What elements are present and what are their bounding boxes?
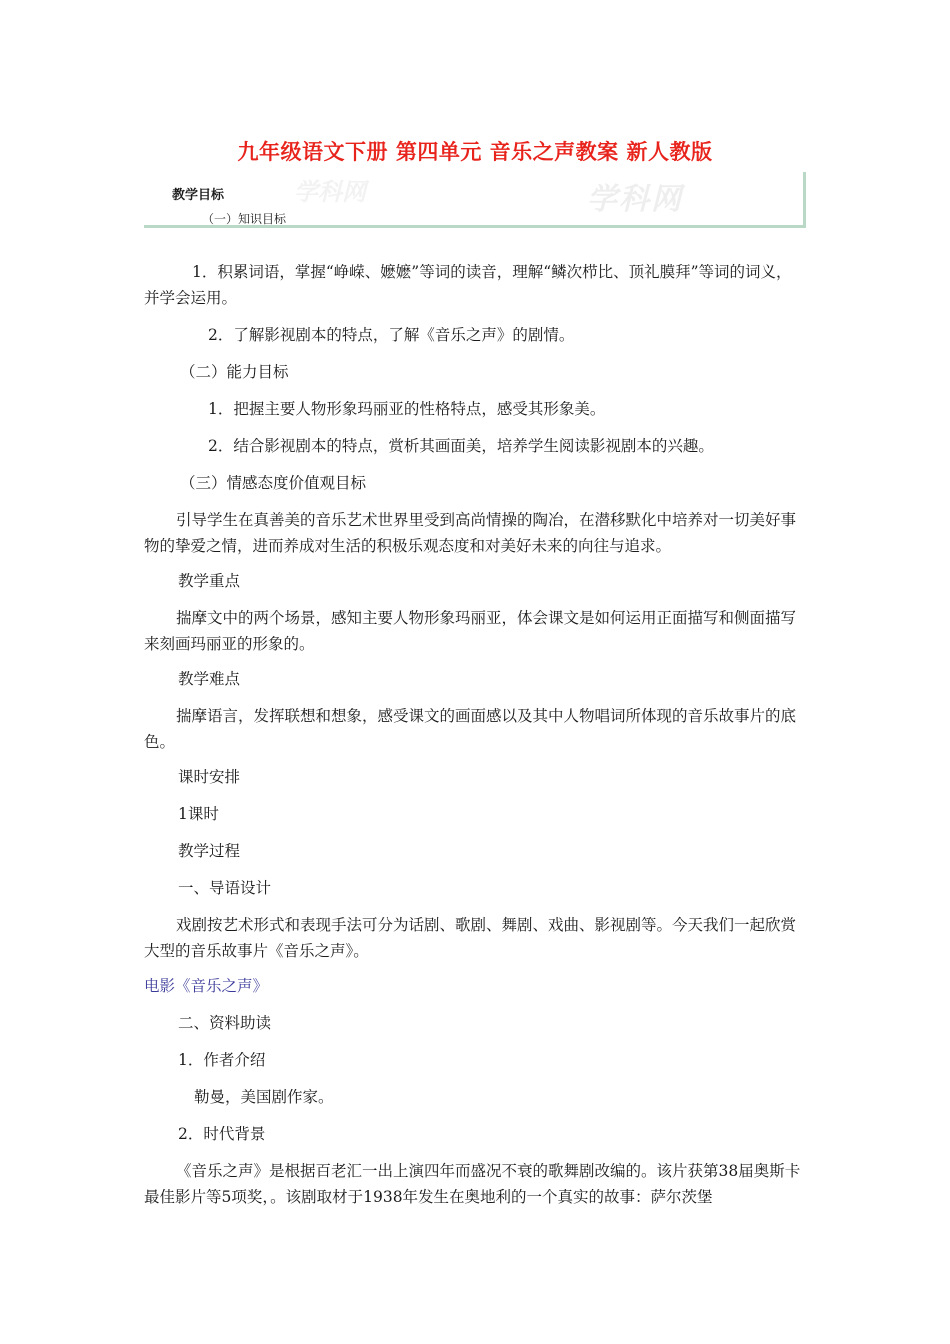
banner-subheading: （一）知识目标: [202, 212, 287, 226]
section-heading: 教学难点: [178, 670, 241, 688]
paragraph: 戏剧按艺术形式和表现手法可分为话剧、歌剧、舞剧、戏曲、影视剧等。今天我们一起欣赏大型的音乐故事片《音乐之声》。: [144, 916, 797, 960]
section-heading: （二）能力目标: [180, 363, 289, 381]
section-heading: 教学过程: [178, 842, 241, 860]
paragraph: 勒曼，美国剧作家。: [194, 1088, 334, 1106]
section-heading: 1．作者介绍: [178, 1051, 266, 1069]
objectives-banner: [144, 172, 806, 228]
paragraph: 2．结合影视剧本的特点，赏析其画面美，培养学生阅读影视剧本的兴趣。: [208, 437, 714, 455]
section-heading: 二、资料助读: [178, 1014, 272, 1032]
paragraph: 引导学生在真善美的音乐艺术世界里受到高尚情操的陶冶，在潜移默化中培养对一切美好事物的挚爱之情，进而养成对生活的积极乐观态度和对美好未来的向往与追求。: [144, 511, 797, 555]
section-heading: 课时安排: [178, 768, 241, 786]
paragraph: 揣摩文中的两个场景，感知主要人物形象玛丽亚，体会课文是如何运用正面描写和侧面描写来刻画玛丽亚的形象的。: [144, 609, 797, 653]
document-title: 九年级语文下册 第四单元 音乐之声教案 新人教版: [237, 140, 713, 164]
paragraph: 1．把握主要人物形象玛丽亚的性格特点，感受其形象美。: [208, 400, 606, 418]
paragraph: 1课时: [178, 805, 219, 823]
watermark: 学科网: [294, 178, 366, 206]
paragraph: 揣摩语言，发挥联想和想象，感受课文的画面感以及其中人物唱词所体现的音乐故事片的底色。: [144, 707, 797, 751]
section-heading: 一、导语设计: [178, 879, 272, 897]
paragraph: 《音乐之声》是根据百老汇一出上演四年而盛况不衰的歌舞剧改编的。该片获第38届奥斯卡最佳影片等5项奖，。该剧取材于1938年发生在奥地利的一个真实的故事：萨尔茨堡: [144, 1162, 801, 1206]
watermark: 学科网: [587, 182, 683, 217]
paragraph: 2．了解影视剧本的特点，了解《音乐之声》的剧情。: [208, 326, 575, 344]
section-heading: 2．时代背景: [178, 1125, 266, 1143]
paragraph: 1．积累词语，掌握“峥嵘、嬷嬷”等词的读音，理解“鳞次栉比、顶礼膜拜”等词的词义，并学会运用。: [144, 263, 792, 307]
section-heading: 教学重点: [178, 572, 241, 590]
section-heading: （三）情感态度价值观目标: [180, 474, 367, 492]
movie-link[interactable]: 电影《音乐之声》: [144, 977, 269, 995]
banner-heading: 教学目标: [172, 188, 225, 203]
